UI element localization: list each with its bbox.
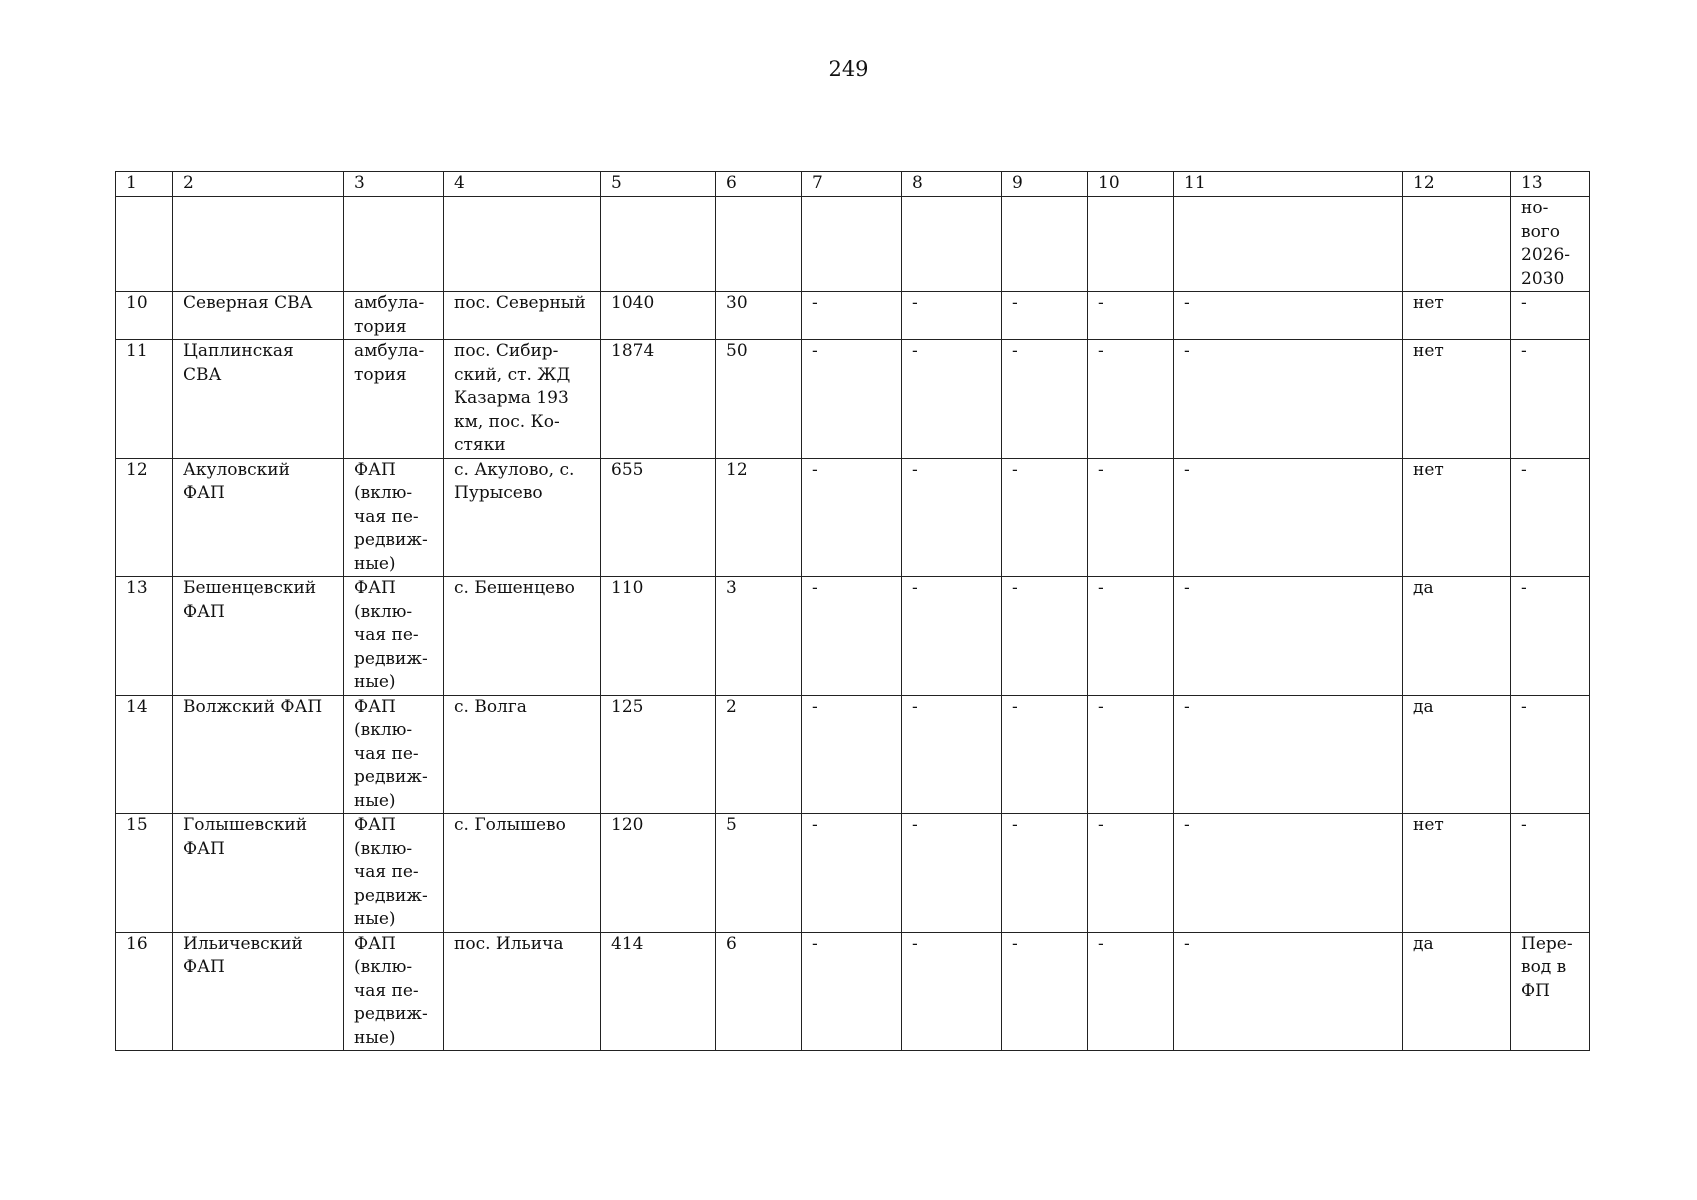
table-cell-col-1: 12 — [116, 458, 173, 577]
table-cell-col-11: - — [1174, 814, 1403, 933]
table-cell-col-8: - — [902, 292, 1002, 340]
table-cell-col-10: - — [1088, 932, 1174, 1051]
table-cell-col-3: 3 — [344, 172, 444, 197]
table-row — [116, 814, 1590, 933]
table-cell-col-8: - — [902, 814, 1002, 933]
table-cell-col-7: - — [802, 932, 902, 1051]
table-cell-col-5: 1874 — [601, 340, 716, 459]
table-cell-col-7: - — [802, 814, 902, 933]
table-cell-col-2: Волжский ФАП — [173, 695, 344, 814]
table-cell-col-9: - — [1002, 458, 1088, 577]
table-cell-col-1: 1 — [116, 172, 173, 197]
table-cell-col-6: 5 — [716, 814, 802, 933]
table-cell-col-12: нет — [1403, 814, 1511, 933]
table-cell-col-4: с. Бешенцево — [444, 577, 601, 696]
table-cell-col-5: 414 — [601, 932, 716, 1051]
table-cell-col-13: - — [1511, 458, 1590, 577]
table-cell-col-12: нет — [1403, 340, 1511, 459]
table-header-row — [116, 172, 1590, 197]
table-cell-col-12: 12 — [1403, 172, 1511, 197]
facility-table — [115, 171, 1590, 1051]
table-cell-col-12 — [1403, 197, 1511, 292]
table-cell-col-3: ФАП (вклю- чая пе- редвиж- ные) — [344, 814, 444, 933]
table-cell-col-5: 120 — [601, 814, 716, 933]
table-cell-col-1: 16 — [116, 932, 173, 1051]
table-cell-col-4: 4 — [444, 172, 601, 197]
table-cell-col-9 — [1002, 197, 1088, 292]
table-cell-col-10: - — [1088, 577, 1174, 696]
table-cell-col-5: 110 — [601, 577, 716, 696]
table-cell-col-12: да — [1403, 932, 1511, 1051]
table-cell-col-6: 12 — [716, 458, 802, 577]
table-cell-col-2: Голышевский ФАП — [173, 814, 344, 933]
table-cell-col-7: 7 — [802, 172, 902, 197]
table-cell-col-12: нет — [1403, 458, 1511, 577]
table-row — [116, 340, 1590, 459]
table-cell-col-5 — [601, 197, 716, 292]
table-cell-col-3 — [344, 197, 444, 292]
table-row — [116, 458, 1590, 577]
table-cell-col-11: 11 — [1174, 172, 1403, 197]
table-cell-col-13: 13 — [1511, 172, 1590, 197]
table-cell-col-11: - — [1174, 932, 1403, 1051]
table-cell-col-8 — [902, 197, 1002, 292]
table-cell-col-2: 2 — [173, 172, 344, 197]
table-cell-col-10: - — [1088, 340, 1174, 459]
table-cell-col-11: - — [1174, 292, 1403, 340]
table-cell-col-13: - — [1511, 340, 1590, 459]
table-cell-col-9: - — [1002, 695, 1088, 814]
table-cell-col-4: с. Голышево — [444, 814, 601, 933]
table-cell-col-6 — [716, 197, 802, 292]
table-cell-col-2: Ильичевский ФАП — [173, 932, 344, 1051]
table-cell-col-2 — [173, 197, 344, 292]
table-cell-col-5: 125 — [601, 695, 716, 814]
table-cell-col-12: да — [1403, 695, 1511, 814]
table-cell-col-1: 13 — [116, 577, 173, 696]
table-cell-col-13: Пере- вод в ФП — [1511, 932, 1590, 1051]
table-continuation-row — [116, 197, 1590, 292]
table-cell-col-3: ФАП (вклю- чая пе- редвиж- ные) — [344, 932, 444, 1051]
table-cell-col-11 — [1174, 197, 1403, 292]
table-cell-col-8: - — [902, 695, 1002, 814]
table-cell-col-4: пос. Сибир- ский, ст. ЖД Казарма 193 км, пос. Ко- стяки — [444, 340, 601, 459]
table-cell-col-5: 655 — [601, 458, 716, 577]
table-cell-col-13: - — [1511, 292, 1590, 340]
table-cell-col-4: пос. Северный — [444, 292, 601, 340]
table-cell-col-6: 50 — [716, 340, 802, 459]
table-cell-col-12: да — [1403, 577, 1511, 696]
table-row — [116, 577, 1590, 696]
table-cell-col-7 — [802, 197, 902, 292]
table-cell-col-4 — [444, 197, 601, 292]
table-cell-col-6: 6 — [716, 172, 802, 197]
table-cell-col-3: ФАП (вклю- чая пе- редвиж- ные) — [344, 458, 444, 577]
table-cell-col-7: - — [802, 458, 902, 577]
table-cell-col-9: - — [1002, 932, 1088, 1051]
table-cell-col-10: - — [1088, 458, 1174, 577]
table-cell-col-9: - — [1002, 814, 1088, 933]
page-number: 249 — [828, 57, 869, 81]
table-cell-col-8: - — [902, 932, 1002, 1051]
table-cell-col-13: - — [1511, 695, 1590, 814]
table-cell-col-4: пос. Ильича — [444, 932, 601, 1051]
table-cell-col-1: 11 — [116, 340, 173, 459]
table-cell-col-13: - — [1511, 577, 1590, 696]
table-cell-col-11: - — [1174, 458, 1403, 577]
table-cell-col-10: - — [1088, 695, 1174, 814]
table-cell-col-6: 2 — [716, 695, 802, 814]
table-cell-col-12: нет — [1403, 292, 1511, 340]
table-cell-col-10: - — [1088, 814, 1174, 933]
table-cell-col-11: - — [1174, 577, 1403, 696]
table-cell-col-9: - — [1002, 577, 1088, 696]
table-cell-col-10: - — [1088, 292, 1174, 340]
table-cell-col-8: - — [902, 458, 1002, 577]
table-cell-col-9: - — [1002, 292, 1088, 340]
table-row — [116, 932, 1590, 1051]
table-cell-col-1: 15 — [116, 814, 173, 933]
table-cell-col-2: Бешенцевский ФАП — [173, 577, 344, 696]
table-cell-col-13: - — [1511, 814, 1590, 933]
table-cell-col-3: ФАП (вклю- чая пе- редвиж- ные) — [344, 695, 444, 814]
table-cell-col-9: - — [1002, 340, 1088, 459]
table-cell-col-7: - — [802, 695, 902, 814]
table-cell-col-1: 14 — [116, 695, 173, 814]
table-cell-col-8: - — [902, 340, 1002, 459]
table-cell-col-10 — [1088, 197, 1174, 292]
table-cell-col-6: 30 — [716, 292, 802, 340]
table-cell-col-5: 1040 — [601, 292, 716, 340]
table-cell-col-1: 10 — [116, 292, 173, 340]
table-cell-col-1 — [116, 197, 173, 292]
table-cell-col-2: Северная СВА — [173, 292, 344, 340]
table-cell-col-2: Цаплинская СВА — [173, 340, 344, 459]
table-cell-col-13: но- вого 2026- 2030 — [1511, 197, 1590, 292]
table-cell-col-4: с. Акулово, с. Пурысево — [444, 458, 601, 577]
table-cell-col-6: 3 — [716, 577, 802, 696]
table-cell-col-7: - — [802, 577, 902, 696]
table-cell-col-3: ФАП (вклю- чая пе- редвиж- ные) — [344, 577, 444, 696]
table-cell-col-3: амбула- тория — [344, 340, 444, 459]
table-cell-col-3: амбула- тория — [344, 292, 444, 340]
table-cell-col-9: 9 — [1002, 172, 1088, 197]
table-cell-col-5: 5 — [601, 172, 716, 197]
table-cell-col-6: 6 — [716, 932, 802, 1051]
table-cell-col-11: - — [1174, 695, 1403, 814]
table-cell-col-8: 8 — [902, 172, 1002, 197]
table-cell-col-7: - — [802, 340, 902, 459]
table-cell-col-11: - — [1174, 340, 1403, 459]
table-cell-col-4: с. Волга — [444, 695, 601, 814]
table-cell-col-10: 10 — [1088, 172, 1174, 197]
table-cell-col-7: - — [802, 292, 902, 340]
table-row — [116, 292, 1590, 340]
table-cell-col-2: Акуловский ФАП — [173, 458, 344, 577]
table-cell-col-8: - — [902, 577, 1002, 696]
table-row — [116, 695, 1590, 814]
